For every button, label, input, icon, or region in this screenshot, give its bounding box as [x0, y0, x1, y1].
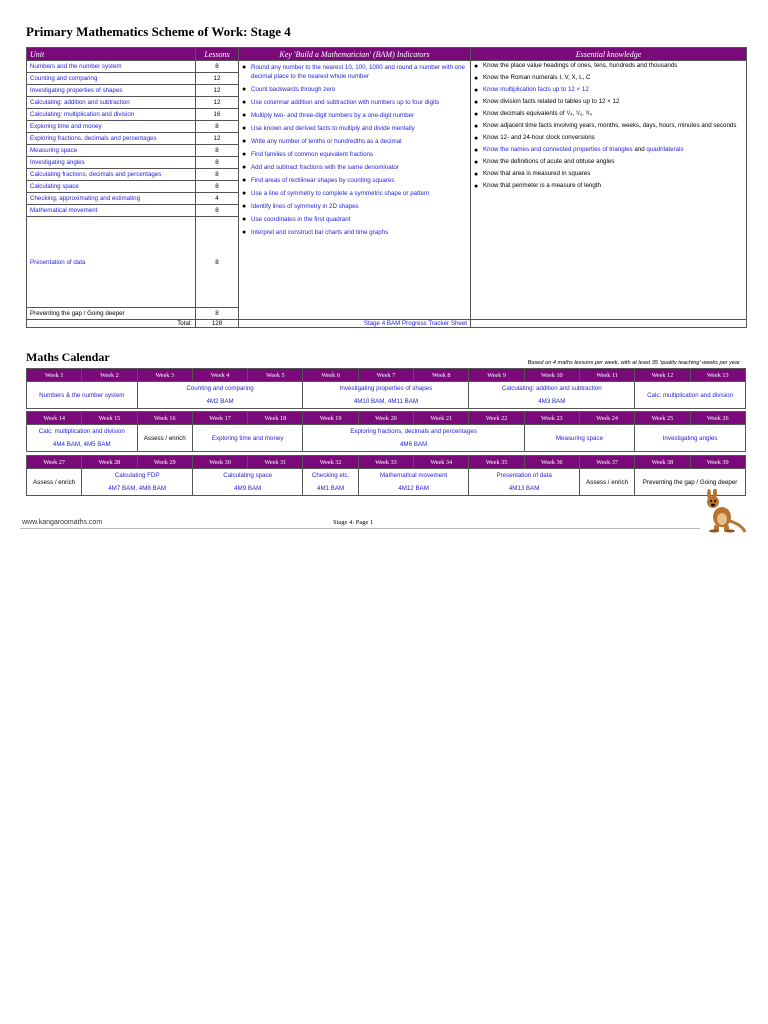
bullet-icon: ● [242, 164, 247, 171]
week-header: Week 3 [137, 369, 192, 382]
essential-knowledge-item [474, 98, 743, 107]
unit-name[interactable]: Calculating: addition and subtraction [27, 97, 196, 109]
essential-knowledge-part: Know the Roman numerals I, V, X, L, C [483, 74, 591, 81]
week-header: Week 2 [82, 369, 137, 382]
calendar-block[interactable] [27, 425, 138, 452]
unit-lessons: 8 [196, 157, 239, 169]
unit-lessons: 12 [196, 97, 239, 109]
week-header: Week 25 [635, 412, 690, 425]
unit-lessons: 8 [196, 217, 239, 308]
calendar-block [137, 425, 192, 452]
unit-header: Unit [27, 48, 196, 61]
calendar-table [26, 368, 746, 409]
footer-divider [20, 528, 700, 529]
unit-name[interactable]: Investigating properties of shapes [27, 85, 196, 97]
week-header: Week 27 [27, 456, 82, 469]
bam-indicator-text: Add and subtract fractions with the same denominator [251, 164, 399, 171]
total-row [27, 320, 747, 328]
calendar-block-label: Assess / enrich [586, 478, 629, 486]
week-header: Week 20 [358, 412, 413, 425]
calendar-block-label: Investigating angles [662, 434, 718, 442]
bullet-icon: ● [474, 159, 479, 166]
bullet-icon: ● [242, 112, 247, 119]
essential-knowledge-part: Know 12- and 24-hour clock conversions [483, 134, 595, 141]
calendar-block-bam: 4M2 BAM [206, 398, 234, 405]
essential-knowledge-item [474, 74, 743, 83]
essential-knowledge-cell [471, 61, 747, 320]
calendar-block[interactable] [524, 425, 635, 452]
calendar-block[interactable] [192, 425, 303, 452]
bam-indicator-text: Use columnar addition and subtraction with numbers up to four digits [251, 99, 440, 106]
bam-indicator-text: Identify lines of symmetry in 2D shapes [251, 203, 359, 210]
bam-indicator[interactable] [242, 63, 467, 81]
bullet-icon: ● [242, 138, 247, 145]
essential-knowledge-part: Know the place value headings of ones, tens, hundreds and thousands [483, 62, 678, 69]
essential-knowledge-part: Know that perimeter is a measure of length [483, 182, 601, 189]
lessons-header: Lessons [196, 48, 239, 61]
week-header: Week 18 [248, 412, 303, 425]
essential-knowledge-text [483, 182, 601, 190]
calendar-table [26, 455, 746, 496]
essential-knowledge-text [483, 74, 590, 82]
week-header: Week 36 [524, 456, 579, 469]
week-header: Week 26 [690, 412, 745, 425]
week-header: Week 32 [303, 456, 358, 469]
essential-knowledge-part: and [632, 146, 647, 153]
unit-lessons: 8 [196, 205, 239, 217]
unit-name[interactable]: Calculating space [27, 181, 196, 193]
week-header: Week 30 [192, 456, 247, 469]
bullet-icon: ● [242, 99, 247, 106]
calendar-block-label: Calculating FDP [114, 472, 160, 479]
essential-knowledge-text [483, 86, 589, 94]
bam-indicator-text: Use known and derived facts to multiply and divide mentally [251, 125, 415, 132]
footer-page-number: Stage 4: Page 1 [333, 519, 374, 526]
unit-lessons: 4 [196, 193, 239, 205]
bullet-icon: ● [242, 86, 247, 93]
total-label: Total: [27, 320, 196, 328]
bullet-icon: ● [474, 147, 479, 154]
unit-name[interactable]: Presentation of data [27, 217, 196, 308]
bullet-icon: ● [242, 125, 247, 132]
week-header: Week 39 [690, 456, 745, 469]
bam-indicator[interactable] [242, 85, 467, 94]
essential-knowledge-text [483, 110, 592, 118]
week-header: Week 1 [27, 369, 82, 382]
unit-name[interactable]: Calculating fractions, decimals and percentages [27, 169, 196, 181]
calendar-block[interactable] [358, 469, 469, 496]
week-header: Week 4 [192, 369, 247, 382]
essential-knowledge-item [474, 134, 743, 143]
unit-name[interactable]: Checking, approximating and estimating [27, 193, 196, 205]
bam-header: Key 'Build a Mathematician' (BAM) Indicators [239, 48, 471, 61]
bam-indicator[interactable] [242, 124, 467, 133]
unit-lessons: 12 [196, 73, 239, 85]
week-header: Week 28 [82, 456, 137, 469]
week-header: Week 19 [303, 412, 358, 425]
week-header: Week 35 [469, 456, 524, 469]
calendar-note: Based on 4 maths lessons per week, with at least 35 'quality teaching' weeks per year [527, 360, 740, 366]
unit-name[interactable]: Exploring fractions, decimals and percentages [27, 133, 196, 145]
essential-knowledge-text [483, 98, 619, 106]
calendar-block-label: Calculating: addition and subtraction [501, 385, 602, 392]
calendar-block[interactable] [137, 382, 303, 409]
essential-knowledge-item [474, 62, 743, 71]
calendar-block-label: Calculating space [223, 472, 273, 479]
total-value: 128 [196, 320, 239, 328]
bullet-icon: ● [474, 111, 479, 118]
bam-indicator[interactable] [242, 215, 467, 224]
calendar-block-bam: 4M3 BAM [538, 398, 566, 405]
calendar-block-label: Mathematical movement [379, 472, 448, 479]
week-header: Week 15 [82, 412, 137, 425]
bullet-icon: ● [474, 87, 479, 94]
calendar-block-bam: 4M13 BAM [508, 485, 540, 492]
calendar-block-bam: 4M9 BAM [234, 485, 262, 492]
bullet-icon: ● [474, 171, 479, 178]
unit-name[interactable]: Numbers and the number system [27, 61, 196, 73]
essential-knowledge-text [483, 170, 590, 178]
week-header: Week 8 [414, 369, 469, 382]
calendar-block-label: Assess / enrich [33, 478, 76, 486]
bullet-icon: ● [242, 216, 247, 223]
bam-indicator-text: Write any number of tenths or hundredths as a decimal [251, 138, 402, 145]
scheme-of-work-table [26, 47, 747, 328]
essential-knowledge-part: Know adjacent time facts involving years, months, weeks, days, hours, minutes and seconds [483, 122, 737, 129]
bam-indicator-text: Multiply two- and three-digit numbers by a one-digit number [251, 112, 415, 119]
essential-knowledge-header: Essential knowledge [471, 48, 747, 61]
essential-knowledge-text [483, 122, 736, 130]
calendar-block-label: Numbers & the number system [39, 391, 125, 399]
week-header: Week 37 [579, 456, 634, 469]
bullet-icon: ● [242, 64, 247, 71]
calendar-block-label: Preventing the gap / Going deeper [642, 478, 738, 486]
week-header: Week 11 [579, 369, 634, 382]
unit-lessons: 12 [196, 85, 239, 97]
bam-indicator-text: Round any number to the nearest 10, 100, 1000 and round a number with one decimal place to the nearest whole number [251, 64, 465, 80]
essential-knowledge-item [474, 158, 743, 167]
unit-lessons: 12 [196, 133, 239, 145]
calendar-block-label: Calc: multiplication and division [38, 428, 125, 435]
essential-knowledge-part: Know decimals equivalents of ¹/₄, ¹/₂, ³/₄ [483, 110, 592, 117]
essential-knowledge-part[interactable]: Know multiplication facts up to 12 × 12 [483, 86, 589, 93]
calendar-block [579, 469, 634, 496]
calendar-block[interactable] [635, 425, 746, 452]
week-header: Week 17 [192, 412, 247, 425]
bam-indicator[interactable] [242, 150, 467, 159]
calendar-block-bam: 4M6 BAM [399, 441, 428, 448]
unit-name[interactable]: Counting and comparing [27, 73, 196, 85]
bullet-icon: ● [474, 135, 479, 142]
essential-knowledge-item [474, 170, 743, 179]
calendar-block[interactable] [303, 382, 469, 409]
essential-knowledge-part: Know that area is measured in squares [483, 170, 591, 177]
unit-lessons: 8 [196, 308, 239, 320]
essential-knowledge-text [483, 158, 614, 166]
calendar-block-label: Exploring time and money [211, 434, 284, 442]
calendar-block-bam: 4M1 BAM [317, 485, 345, 492]
unit-lessons: 8 [196, 145, 239, 157]
week-header: Week 38 [635, 456, 690, 469]
bullet-icon: ● [242, 229, 247, 236]
week-header: Week 12 [635, 369, 690, 382]
bullet-icon: ● [474, 99, 479, 106]
essential-knowledge-text [483, 146, 684, 154]
unit-row [27, 61, 747, 73]
bam-indicator-text: Interpret and construct bar charts and time graphs [251, 229, 389, 236]
bam-indicator[interactable] [242, 189, 467, 198]
bam-indicator[interactable] [242, 202, 467, 211]
bam-indicator[interactable] [242, 176, 467, 185]
essential-knowledge-part: Know division facts related to tables up to 12 × 12 [483, 98, 620, 105]
essential-knowledge-item [474, 86, 743, 95]
unit-lessons: 8 [196, 61, 239, 73]
bam-indicator[interactable] [242, 137, 467, 146]
bam-indicator[interactable] [242, 163, 467, 172]
bullet-icon: ● [242, 151, 247, 158]
essential-knowledge-item [474, 122, 743, 131]
calendar-block-label: Assess / enrich [143, 434, 186, 442]
week-header: Week 33 [358, 456, 413, 469]
week-header: Week 29 [137, 456, 192, 469]
calendar-block[interactable] [303, 425, 524, 452]
page-title: Primary Mathematics Scheme of Work: Stage 4 [26, 24, 291, 39]
unit-name[interactable]: Measuring space [27, 145, 196, 157]
bam-indicator-text: Use a line of symmetry to complete a symmetric shape or pattern [251, 190, 430, 197]
calendar-block-label: Measuring space [555, 434, 604, 442]
bam-indicator[interactable] [242, 98, 467, 107]
calendar-block[interactable] [635, 382, 746, 409]
bam-indicators-cell [239, 61, 471, 320]
bam-indicator-text: Use coordinates in the first quadrant [251, 216, 351, 223]
bullet-icon: ● [474, 75, 479, 82]
bullet-icon: ● [242, 190, 247, 197]
footer-url[interactable]: www.kangaroomaths.com [22, 519, 103, 526]
bam-indicator-text: Find families of common equivalent fractions [251, 151, 374, 158]
calendar-block-label: Checking etc. [311, 472, 350, 479]
bam-indicator[interactable] [242, 228, 467, 237]
unit-name[interactable]: Mathematical movement [27, 205, 196, 217]
week-header: Week 22 [469, 412, 524, 425]
week-header: Week 5 [248, 369, 303, 382]
bullet-icon: ● [474, 123, 479, 130]
essential-knowledge-item [474, 146, 743, 155]
essential-knowledge-part[interactable]: Know the names and connected properties of triangles [483, 146, 633, 153]
week-header: Week 9 [469, 369, 524, 382]
bullet-icon: ● [242, 203, 247, 210]
calendar-block[interactable] [82, 469, 193, 496]
week-header: Week 10 [524, 369, 579, 382]
empty-cell [471, 320, 747, 328]
bullet-icon: ● [474, 183, 479, 190]
bullet-icon: ● [242, 177, 247, 184]
calendar-block-bam: 4M4 BAM, 4M5 BAM [52, 441, 111, 448]
essential-knowledge-part: Know the definitions of acute and obtuse angles [483, 158, 615, 165]
calendar-block-bam: 4M10 BAM, 4M11 BAM [353, 398, 419, 405]
bullet-icon: ● [474, 63, 479, 70]
week-header: Week 16 [137, 412, 192, 425]
unit-name[interactable]: Investigating angles [27, 157, 196, 169]
calendar-block-label: Exploring fractions, decimals and percentages [350, 428, 477, 435]
unit-name[interactable]: Calculating: multiplication and division [27, 109, 196, 121]
week-header: Week 24 [579, 412, 634, 425]
week-header: Week 23 [524, 412, 579, 425]
calendar-title: Maths Calendar [26, 350, 110, 364]
bam-indicator-text: Count backwards through zero [251, 86, 336, 93]
calendar-table [26, 411, 746, 452]
calendar-block [27, 469, 82, 496]
calendar-block-bam: 4M7 BAM, 4M8 BAM [108, 485, 166, 492]
essential-knowledge-part[interactable]: quadrilaterals [646, 146, 684, 153]
week-header: Week 13 [690, 369, 745, 382]
calendar-block[interactable] [469, 469, 580, 496]
unit-lessons: 8 [196, 121, 239, 133]
calendar-block[interactable] [192, 469, 303, 496]
essential-knowledge-text [483, 134, 595, 142]
week-header: Week 14 [27, 412, 82, 425]
calendar-block-label: Presentation of data [496, 472, 552, 479]
essential-knowledge-item [474, 182, 743, 191]
calendar-block-label: Counting and comparing [186, 385, 254, 392]
unit-lessons: 8 [196, 169, 239, 181]
tracker-link[interactable]: Stage 4 BAM Progress Tracker Sheet [239, 320, 471, 328]
bam-indicator[interactable] [242, 111, 467, 120]
essential-knowledge-item [474, 110, 743, 119]
week-header: Week 21 [414, 412, 469, 425]
calendar-block-label: Calc: multiplication and division [647, 391, 734, 399]
calendar-block[interactable] [27, 382, 138, 409]
essential-knowledge-text [483, 62, 677, 70]
unit-name[interactable]: Exploring time and money [27, 121, 196, 133]
week-header: Week 34 [414, 456, 469, 469]
unit-lessons: 16 [196, 109, 239, 121]
unit-lessons: 8 [196, 181, 239, 193]
bam-indicator-text: Find areas of rectilinear shapes by counting squares [251, 177, 395, 184]
calendar-block-bam: 4M12 BAM [398, 485, 429, 492]
week-header: Week 31 [248, 456, 303, 469]
calendar-block-label: Investigating properties of shapes [339, 385, 433, 392]
kangaroo-logo [700, 489, 748, 533]
calendar-block[interactable] [469, 382, 635, 409]
week-header: Week 6 [303, 369, 358, 382]
unit-name: Preventing the gap / Going deeper [27, 308, 196, 320]
week-header: Week 7 [358, 369, 413, 382]
calendar-block[interactable] [303, 469, 358, 496]
